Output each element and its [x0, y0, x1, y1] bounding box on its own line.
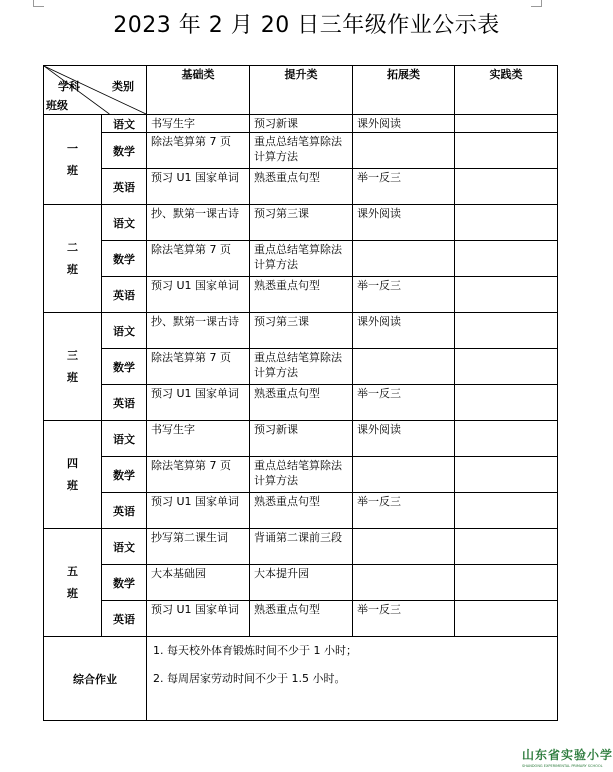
basic-cell: 抄、默第一课古诗 [147, 205, 250, 241]
table-row [44, 457, 558, 493]
extend-cell [353, 457, 455, 493]
improve-cell: 背诵第二课前三段 [250, 529, 353, 565]
improve-cell: 重点总结笔算除法计算方法 [250, 133, 353, 169]
extend-cell: 举一反三 [353, 601, 455, 637]
table-row [44, 205, 558, 241]
basic-cell: 预习 U1 国家单词 [147, 169, 250, 205]
improve-cell: 预习新课 [250, 421, 353, 457]
header-corner-class: 班级 [46, 99, 68, 112]
practice-cell [455, 277, 558, 313]
improve-cell: 预习第三课 [250, 313, 353, 349]
extend-cell [353, 529, 455, 565]
subject-cell: 英语 [102, 493, 147, 529]
school-logo-en: SHANDONG EXPERIMENTAL PRIMARY SCHOOL [522, 764, 603, 768]
practice-cell [455, 421, 558, 457]
header-corner-subject: 学科 [58, 80, 80, 93]
improve-cell: 熟悉重点句型 [250, 277, 353, 313]
table-row [44, 349, 558, 385]
table-row [44, 241, 558, 277]
basic-cell: 除法笔算第 7 页 [147, 241, 250, 277]
school-logo [522, 746, 613, 770]
practice-cell [455, 349, 558, 385]
improve-cell: 大本提升园 [250, 565, 353, 601]
header-improve: 提升类 [250, 66, 353, 115]
improve-cell: 预习新课 [250, 115, 353, 133]
extend-cell: 举一反三 [353, 277, 455, 313]
subject-cell: 英语 [102, 385, 147, 421]
subject-cell: 语文 [102, 313, 147, 349]
basic-cell: 大本基础园 [147, 565, 250, 601]
practice-cell [455, 169, 558, 205]
table-row [44, 493, 558, 529]
subject-cell: 英语 [102, 169, 147, 205]
basic-cell: 抄写第二课生词 [147, 529, 250, 565]
summary-label: 综合作业 [44, 637, 147, 721]
table-body [44, 115, 558, 637]
summary-content [147, 637, 558, 721]
table-row [44, 277, 558, 313]
table-row [44, 421, 558, 457]
practice-cell [455, 529, 558, 565]
subject-cell: 英语 [102, 601, 147, 637]
practice-cell [455, 241, 558, 277]
homework-table [43, 65, 558, 721]
subject-cell: 语文 [102, 529, 147, 565]
improve-cell: 重点总结笔算除法计算方法 [250, 349, 353, 385]
basic-cell: 预习 U1 国家单词 [147, 385, 250, 421]
practice-cell [455, 601, 558, 637]
basic-cell: 预习 U1 国家单词 [147, 277, 250, 313]
header-corner-cell [44, 66, 147, 115]
school-logo-name: 山东省实验小学 [522, 748, 613, 762]
summary-item: 2. 每周居家劳动时间不少于 1.5 小时。 [153, 672, 346, 685]
table-row [44, 529, 558, 565]
summary-row [44, 637, 558, 721]
table-row [44, 115, 558, 133]
basic-cell: 书写生字 [147, 115, 250, 133]
subject-cell: 语文 [102, 205, 147, 241]
subject-cell: 数学 [102, 349, 147, 385]
improve-cell: 熟悉重点句型 [250, 601, 353, 637]
practice-cell [455, 565, 558, 601]
basic-cell: 除法笔算第 7 页 [147, 133, 250, 169]
subject-cell: 英语 [102, 277, 147, 313]
practice-cell [455, 385, 558, 421]
page-corner-mark-right [531, 0, 542, 7]
subject-cell: 数学 [102, 457, 147, 493]
extend-cell: 课外阅读 [353, 313, 455, 349]
header-corner-type: 类别 [112, 80, 134, 93]
improve-cell: 预习第三课 [250, 205, 353, 241]
extend-cell: 举一反三 [353, 169, 455, 205]
basic-cell: 预习 U1 国家单词 [147, 601, 250, 637]
practice-cell [455, 205, 558, 241]
class-name-cell: 四 班 [44, 421, 102, 529]
summary-item: 1. 每天校外体育锻炼时间不少于 1 小时； [153, 644, 357, 657]
basic-cell: 除法笔算第 7 页 [147, 349, 250, 385]
extend-cell [353, 565, 455, 601]
subject-cell: 数学 [102, 565, 147, 601]
improve-cell: 熟悉重点句型 [250, 169, 353, 205]
basic-cell: 抄、默第一课古诗 [147, 313, 250, 349]
extend-cell: 举一反三 [353, 385, 455, 421]
practice-cell [455, 133, 558, 169]
class-name-cell: 五 班 [44, 529, 102, 637]
table-row [44, 313, 558, 349]
class-name-cell: 三 班 [44, 313, 102, 421]
improve-cell: 熟悉重点句型 [250, 385, 353, 421]
subject-cell: 语文 [102, 421, 147, 457]
practice-cell [455, 313, 558, 349]
improve-cell: 熟悉重点句型 [250, 493, 353, 529]
header-extend: 拓展类 [353, 66, 455, 115]
improve-cell: 重点总结笔算除法计算方法 [250, 457, 353, 493]
practice-cell [455, 493, 558, 529]
table-row [44, 601, 558, 637]
basic-cell: 预习 U1 国家单词 [147, 493, 250, 529]
practice-cell [455, 457, 558, 493]
table-row [44, 385, 558, 421]
subject-cell: 数学 [102, 133, 147, 169]
extend-cell [353, 133, 455, 169]
extend-cell [353, 241, 455, 277]
subject-cell: 语文 [102, 115, 147, 133]
basic-cell: 除法笔算第 7 页 [147, 457, 250, 493]
practice-cell [455, 115, 558, 133]
page-title: 2023 年 2 月 20 日三年级作业公示表 [113, 13, 500, 38]
table-row [44, 169, 558, 205]
extend-cell: 课外阅读 [353, 205, 455, 241]
improve-cell: 重点总结笔算除法计算方法 [250, 241, 353, 277]
table-row [44, 133, 558, 169]
header-row [44, 66, 558, 115]
header-practice: 实践类 [455, 66, 558, 115]
extend-cell [353, 349, 455, 385]
table-row [44, 565, 558, 601]
class-name-cell: 二 班 [44, 205, 102, 313]
extend-cell: 课外阅读 [353, 421, 455, 457]
extend-cell: 举一反三 [353, 493, 455, 529]
extend-cell: 课外阅读 [353, 115, 455, 133]
header-basic: 基础类 [147, 66, 250, 115]
class-name-cell: 一 班 [44, 115, 102, 205]
page-corner-mark-left [33, 0, 44, 7]
subject-cell: 数学 [102, 241, 147, 277]
basic-cell: 书写生字 [147, 421, 250, 457]
